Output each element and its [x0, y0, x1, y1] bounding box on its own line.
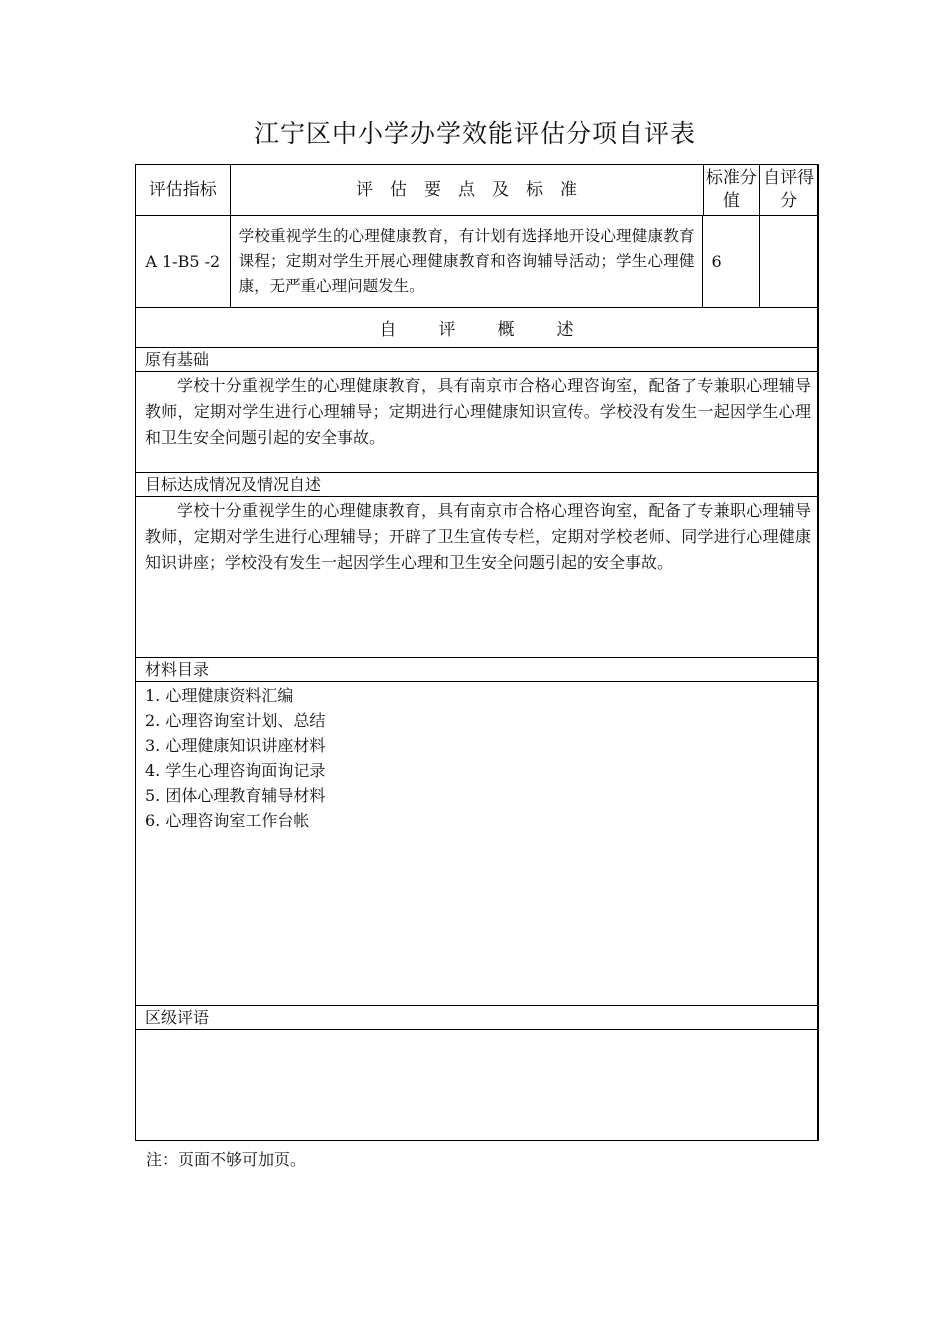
list-item: 2. 心理咨询室计划、总结: [145, 711, 326, 730]
materials-label: 材料目录: [136, 658, 817, 682]
district-comment-text: [136, 1030, 151, 1140]
list-item: 6. 心理咨询室工作台帐: [145, 811, 310, 830]
criterion-standard-score: 6: [703, 216, 760, 307]
list-item: 4. 学生心理咨询面询记录: [145, 761, 326, 780]
materials-section: [136, 682, 817, 1006]
basis-text: 学校十分重视学生的心理健康教育，具有南京市合格心理咨询室，配备了专兼职心理辅导教师，定期对学生进行心理辅导；定期进行心理健康知识宣传。学校没有发生一起因学生心理和卫生安全问题引起的安全事故。: [145, 376, 811, 447]
page-title: 江宁区中小学办学效能评估分项自评表: [253, 119, 696, 148]
goal-label: 目标达成情况及情况自述: [136, 473, 817, 497]
criterion-row: [136, 216, 817, 308]
district-comment-section[interactable]: [136, 1030, 817, 1140]
list-item: 5. 团体心理教育辅导材料: [145, 786, 326, 805]
header-indicator: 评估指标: [136, 165, 231, 215]
criterion-code: A 1-B5 -2: [136, 216, 231, 307]
criterion-self-score[interactable]: [760, 216, 817, 307]
basis-section: [136, 372, 817, 473]
goal-section: [136, 497, 817, 658]
header-standard-score: 标准分值: [704, 165, 761, 215]
table-header-row: [136, 165, 817, 216]
basis-label: 原有基础: [136, 348, 817, 372]
header-self-score: 自评得分: [763, 168, 815, 211]
criterion-text: 学校重视学生的心理健康教育，有计划有选择地开设心理健康教育课程；定期对学生开展心理健康教育和咨询辅导活动；学生心理健康，无严重心理问题发生。: [231, 216, 704, 307]
goal-text: 学校十分重视学生的心理健康教育，具有南京市合格心理咨询室，配备了专兼职心理辅导教师，定期对学生进行心理辅导；开辟了卫生宣传专栏，定期对学校老师、同学进行心理健康知识讲座；学校没有发生一起因学生心理和卫生安全问题引起的安全事故。: [145, 501, 811, 572]
self-evaluation-heading: 自评概述: [136, 308, 817, 348]
evaluation-table: [135, 164, 819, 1141]
list-item: 1. 心理健康资料汇编: [145, 686, 294, 705]
district-comment-label: 区级评语: [136, 1006, 817, 1030]
list-item: 3. 心理健康知识讲座材料: [145, 736, 326, 755]
footnote: 注：页面不够可加页。: [146, 1150, 307, 1169]
header-criteria: 评估要点及标准: [231, 165, 704, 215]
materials-list: [136, 682, 325, 1005]
